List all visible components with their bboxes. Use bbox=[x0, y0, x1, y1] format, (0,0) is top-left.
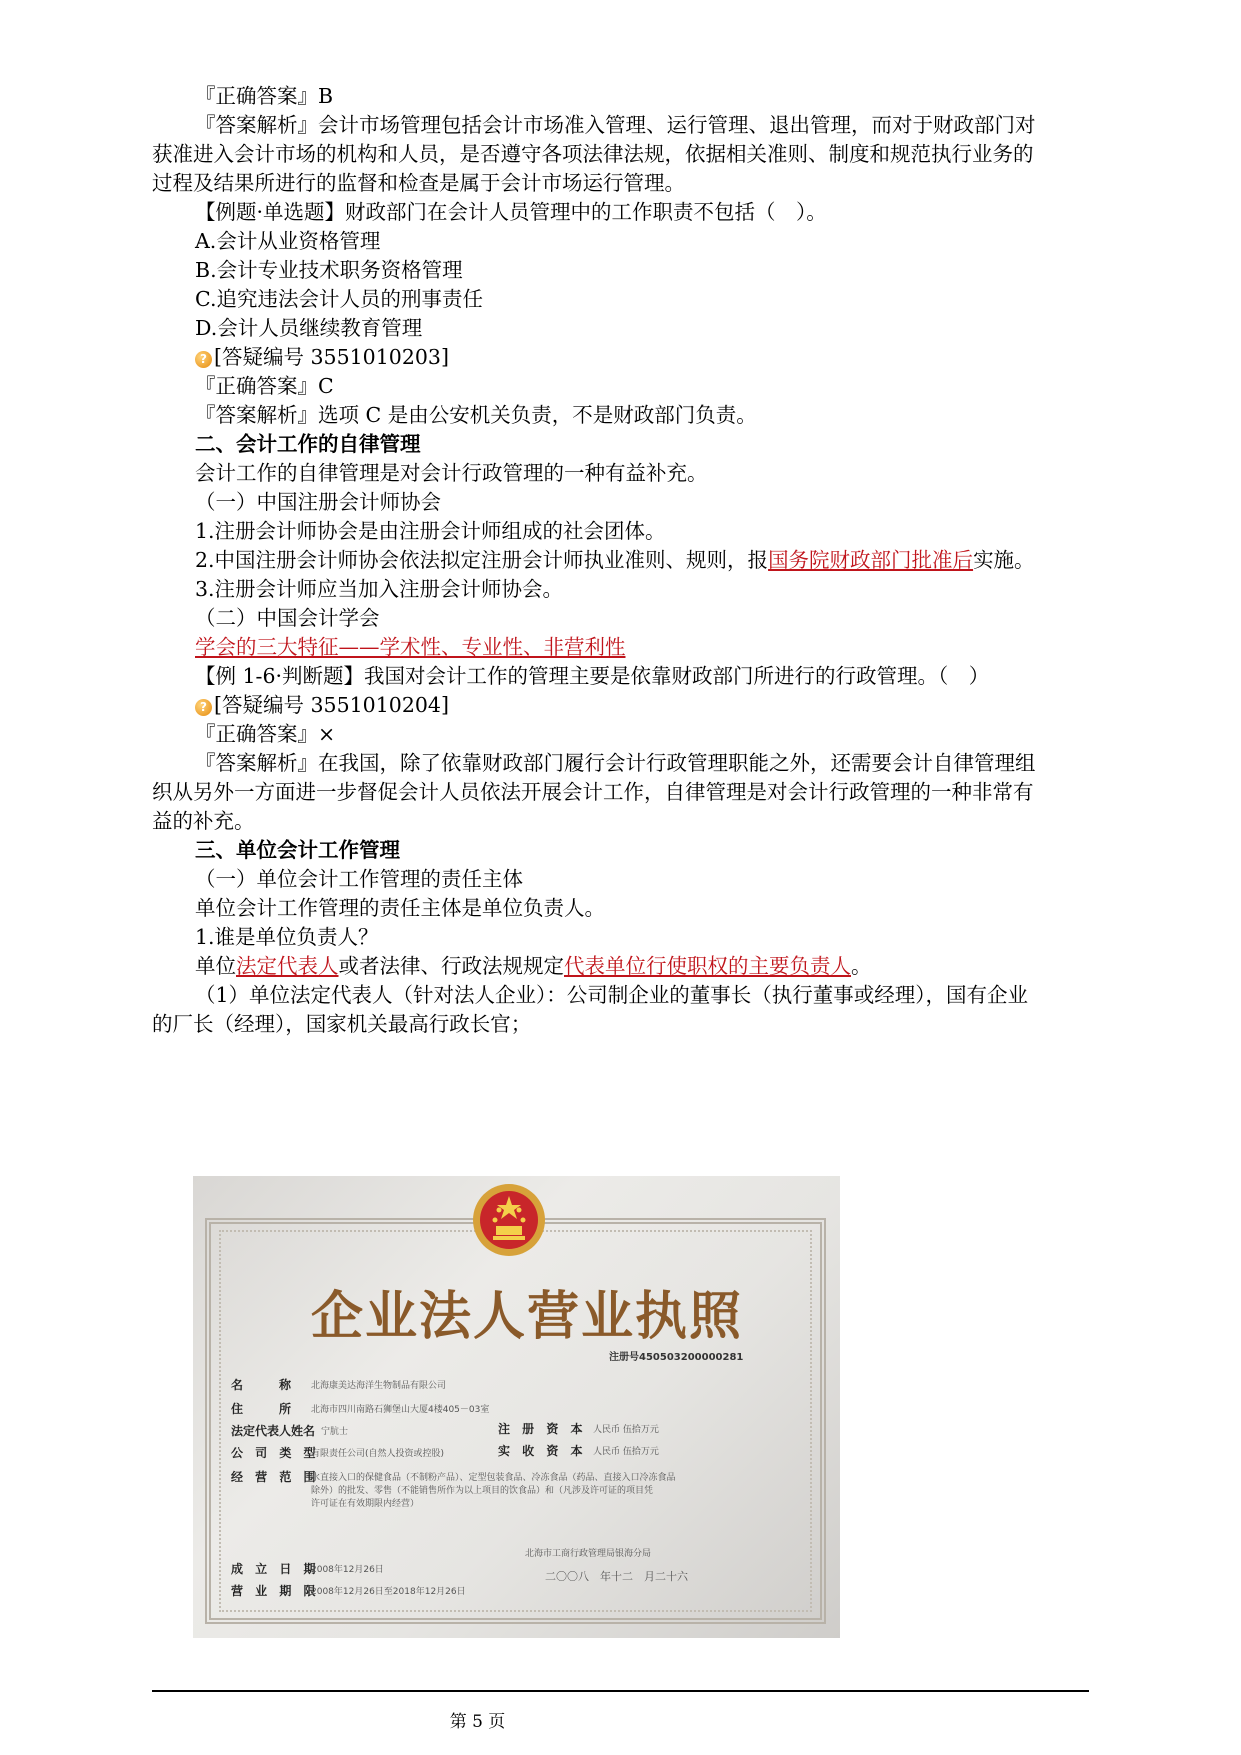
highlight-text: 代表单位行使职权的主要负责人 bbox=[564, 954, 851, 978]
list-item: 1.注册会计师协会是由注册会计师组成的社会团体。 bbox=[195, 519, 666, 543]
business-scope-value: 除外）的批发、零售（不能销售所作为以上项目的饮食品）和（凡涉及许可证的项目凭 bbox=[311, 1486, 654, 1496]
paragraph bbox=[195, 954, 872, 978]
option-b: B.会计专业技术职务资格管理 bbox=[195, 258, 463, 282]
registration-number: 注册号450503200000281 bbox=[609, 1352, 744, 1363]
subheading: （二）中国会计学会 bbox=[195, 606, 380, 630]
business-term-value: 2008年12月26日至2018年12月26日 bbox=[311, 1587, 466, 1597]
address-label: 住 所 bbox=[231, 1402, 296, 1416]
analysis-line: 获准进入会计市场的机构和人员，是否遵守各项法律法规，依据相关准则、制度和规范执行业务的 bbox=[152, 142, 1034, 166]
name-label: 名 称 bbox=[231, 1378, 296, 1392]
paragraph: 单位会计工作管理的责任主体是单位负责人。 bbox=[195, 896, 605, 920]
business-scope-value: 许可证在有效期限内经营） bbox=[311, 1499, 420, 1509]
option-d: D.会计人员继续教育管理 bbox=[195, 316, 423, 340]
qa-reference bbox=[195, 345, 449, 369]
option-c: C.追究违法会计人员的刑事责任 bbox=[195, 287, 483, 311]
highlight-text: 国务院财政部门批准后 bbox=[768, 548, 974, 572]
business-scope-value: 水直接入口的保健食品（不制粉产品）、定型包装食品、冷冻食品（药品、直接入口冷冻食品 bbox=[311, 1473, 676, 1483]
business-license-photo bbox=[193, 1176, 840, 1638]
qa-reference-text: [答疑编号 3551010203] bbox=[214, 345, 449, 369]
analysis-line: 『答案解析』会计市场管理包括会计市场准入管理、运行管理、退出管理，而对于财政部门对 bbox=[195, 113, 1036, 137]
paragraph: 的厂长（经理），国家机关最高行政长官； bbox=[152, 1012, 532, 1036]
registered-capital-label: 注 册 资 本 bbox=[498, 1422, 587, 1436]
list-item-text: 实施。 bbox=[973, 548, 1035, 572]
analysis-line: 益的补充。 bbox=[152, 809, 255, 833]
analysis-line: 『答案解析』选项 C 是由公安机关负责，不是财政部门负责。 bbox=[195, 403, 757, 427]
established-date-value: 2008年12月26日 bbox=[311, 1565, 384, 1575]
issuing-authority: 北海市工商行政管理局银海分局 bbox=[525, 1549, 652, 1559]
name-value: 北海康美达海洋生物制品有限公司 bbox=[311, 1381, 447, 1391]
list-item-text: 2.中国注册会计师协会依法拟定注册会计师执业准则、规则，报 bbox=[195, 548, 769, 572]
question-stem: 【例 1-6·判断题】我国对会计工作的管理主要是依靠财政部门所进行的行政管理。（ ） bbox=[195, 664, 990, 688]
paragraph: （1）单位法定代表人（针对法人企业）：公司制企业的董事长（执行董事或经理），国有企业 bbox=[195, 983, 1029, 1007]
national-emblem-icon bbox=[469, 1180, 549, 1260]
analysis-line: 织从另外一方面进一步督促会计人员依法开展会计工作，自律管理是对会计行政管理的一种非常有 bbox=[152, 780, 1034, 804]
subheading: （一）中国注册会计师协会 bbox=[195, 490, 441, 514]
business-term-label: 营 业 期 限 bbox=[231, 1584, 320, 1598]
highlight-text: 学会的三大特征——学术性、专业性、非营利性 bbox=[195, 635, 626, 659]
paragraph-text: 。 bbox=[851, 954, 872, 978]
legal-rep-value: 宁肮士 bbox=[321, 1427, 349, 1437]
address-value: 北海市四川南路石狮堡山大厦4楼405－03室 bbox=[311, 1405, 490, 1415]
qa-reference bbox=[195, 693, 449, 717]
footer-divider bbox=[152, 1690, 1089, 1692]
subheading: （一）单位会计工作管理的责任主体 bbox=[195, 867, 523, 891]
analysis-line: 过程及结果所进行的监督和检查是属于会计市场运行管理。 bbox=[152, 171, 685, 195]
highlight-paragraph bbox=[195, 635, 626, 659]
section-heading: 三、单位会计工作管理 bbox=[195, 838, 400, 862]
answer-line: 『正确答案』C bbox=[195, 374, 334, 398]
paid-capital-value: 人民币 伍拾万元 bbox=[593, 1447, 659, 1457]
paid-capital-label: 实 收 资 本 bbox=[498, 1444, 587, 1458]
highlight-text: 法定代表人 bbox=[236, 954, 339, 978]
paragraph-text: 单位 bbox=[195, 954, 236, 978]
qa-reference-text: [答疑编号 3551010204] bbox=[214, 693, 449, 717]
license-title: 企业法人营业执照 bbox=[311, 1286, 744, 1347]
list-item bbox=[195, 548, 1035, 572]
answer-line: 『正确答案』B bbox=[195, 84, 334, 108]
paragraph: 会计工作的自律管理是对会计行政管理的一种有益补充。 bbox=[195, 461, 708, 485]
analysis-line: 『答案解析』在我国，除了依靠财政部门履行会计行政管理职能之外，还需要会计自律管理组 bbox=[195, 751, 1036, 775]
legal-rep-label: 法定代表人姓名 bbox=[231, 1424, 316, 1438]
paragraph-text: 或者法律、行政法规规定 bbox=[338, 954, 564, 978]
registered-capital-value: 人民币 伍拾万元 bbox=[593, 1425, 659, 1435]
company-type-value: 有限责任公司(自然人投资或控股) bbox=[311, 1449, 445, 1459]
company-type-label: 公 司 类 型 bbox=[231, 1446, 320, 1460]
established-date-label: 成 立 日 期 bbox=[231, 1562, 320, 1576]
business-scope-label: 经 营 范 围 bbox=[231, 1470, 320, 1484]
issue-date: 二〇〇八 年十二 月二十六 bbox=[545, 1570, 688, 1583]
page-number: 第 5 页 bbox=[449, 1712, 506, 1732]
option-a: A.会计从业资格管理 bbox=[195, 229, 381, 253]
list-item: 3.注册会计师应当加入注册会计师协会。 bbox=[195, 577, 564, 601]
question-stem: 【例题·单选题】财政部门在会计人员管理中的工作职责不包括（ ）。 bbox=[195, 200, 827, 224]
question-mark-icon: ? bbox=[195, 351, 212, 368]
section-heading: 二、会计工作的自律管理 bbox=[195, 432, 421, 456]
answer-line: 『正确答案』× bbox=[195, 722, 336, 746]
paragraph: 1.谁是单位负责人？ bbox=[195, 925, 379, 949]
question-mark-icon: ? bbox=[195, 699, 212, 716]
